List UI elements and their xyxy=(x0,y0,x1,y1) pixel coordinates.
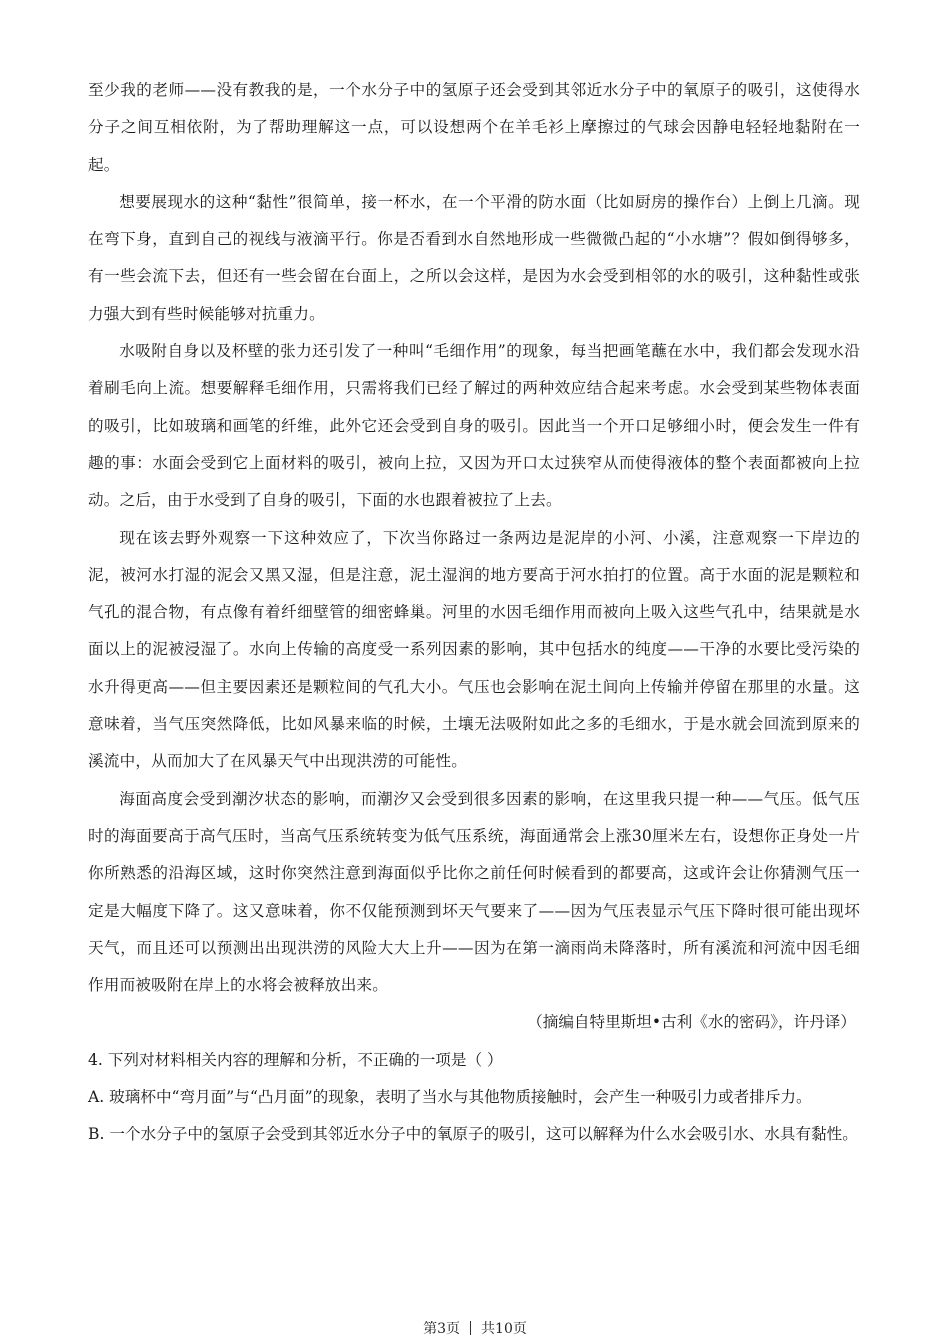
paragraph-4: 现在该去野外观察一下这种效应了，下次当你路过一条两边是泥岸的小河、小溪，注意观察一下岸边的泥，被河水打湿的泥会又黑又湿，但是注意，泥土湿润的地方要高于河水拍打的位置。高于水面的泥是颗粒和气孔的混合物，有点像有着纤细壁管的细密蜂巢。河里的水因毛细作用而被向上吸入这些气孔中，结果就是水面以上的泥被浸湿了。水向上传输的高度受一系列因素的影响，其中包括水的纯度——干净的水要比受污染的水升得更高——但主要因素还是颗粒间的气孔大小。气压也会影响在泥土间向上传输并停留在那里的水量。这意味着，当气压突然降低，比如风暴来临的时候，土壤无法吸附如此之多的毛细水，于是水就会回流到原来的溪流中，从而加大了在风暴天气中出现洪涝的可能性。 xyxy=(88,528,860,771)
paragraph-2: 想要展现水的这种“黏性”很简单，接一杯水，在一个平滑的防水面（比如厨房的操作台）上倒上几滴。现在弯下身，直到自己的视线与液滴平行。你是否看到水自然地形成一些微微凸起的“小水塘”？假如倒得够多，有一些会流下去，但还有一些会留在台面上，之所以会这样，是因为水会受到相邻的水的吸引，这种黏性或张力强大到有些时候能够对抗重力。 xyxy=(88,192,860,323)
footer-divider xyxy=(470,1321,471,1335)
option-a: A. 玻璃杯中“弯月面”与“凸月面”的现象，表明了当水与其他物质接触时，会产生一种吸引力或者排斥力。 xyxy=(88,1088,812,1107)
question-stem: 4. 下列对材料相关内容的理解和分析，不正确的一项是（ ） xyxy=(88,1050,503,1069)
paragraph-1: 至少我的老师——没有教我的是，一个水分子中的氢原子还会受到其邻近水分子中的氧原子的吸引，这使得水分子之间互相依附，为了帮助理解这一点，可以设想两个在羊毛衫上摩擦过的气球会因静电轻轻地黏附在一起。 xyxy=(88,81,860,174)
page-number: 第3页 xyxy=(423,1321,461,1337)
option-b: B. 一个水分子中的氢原子会受到其邻近水分子中的氧原子的吸引，这可以解释为什么水会吸引水、水具有黏性。 xyxy=(88,1125,858,1144)
page-total: 共10页 xyxy=(481,1321,527,1337)
paragraph-5: 海面高度会受到潮汐状态的影响，而潮汐又会受到很多因素的影响，在这里我只提一种——气压。低气压时的海面要高于高气压时，当高气压系统转变为低气压系统，海面通常会上涨30厘米左右，设想你正身处一片你所熟悉的沿海区域，这时你突然注意到海面似乎比你之前任何时候看到的都要高，这或许会让你猜测气压一定是大幅度下降了。这又意味着，你不仅能预测到坏天气要来了——因为气压表显示气压下降时很可能出现坏天气，而且还可以预测出出现洪涝的风险大大上升——因为在第一滴雨尚未降落时，所有溪流和河流中因毛细作用而被吸附在岸上的水将会被释放出来。 xyxy=(88,789,860,995)
page-footer xyxy=(0,1318,950,1338)
paragraph-3: 水吸附自身以及杯壁的张力还引发了一种叫“毛细作用”的现象，每当把画笔蘸在水中，我们都会发现水沿着刷毛向上流。想要解释毛细作用，只需将我们已经了解过的两种效应结合起来考虑。水会受到某些物体表面的吸引，比如玻璃和画笔的纤维，此外它还会受到自身的吸引。因此当一个开口足够细小时，便会发生一件有趣的事：水面会受到它上面材料的吸引，被向上拉，又因为开口太过狭窄从而使得液体的整个表面都被向上拉动。之后，由于水受到了自身的吸引，下面的水也跟着被拉了上去。 xyxy=(88,342,860,510)
document-body xyxy=(88,72,860,1154)
source-citation: （摘编自特里斯坦•古利《水的密码》，许丹译） xyxy=(527,1013,856,1032)
